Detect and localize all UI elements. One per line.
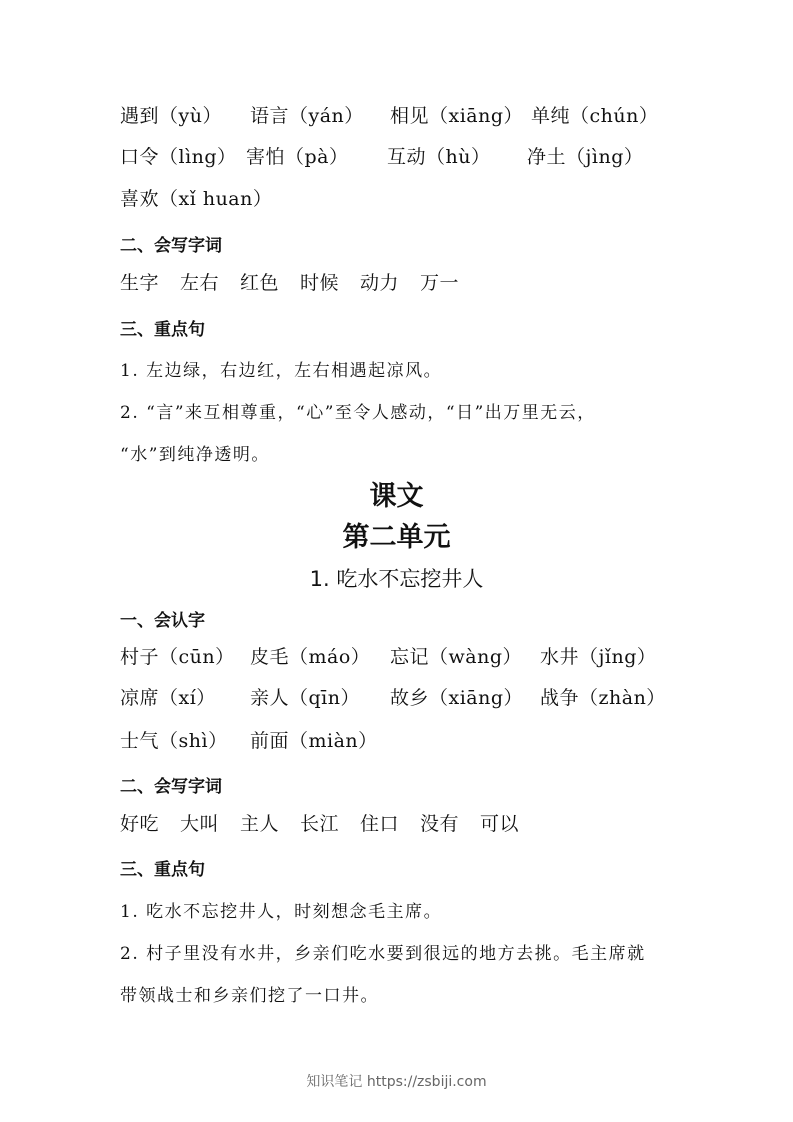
key-sentence: 1. 左边绿，右边红，左右相遇起凉风。	[120, 361, 443, 381]
vocab-item: 相见（xiāng）	[390, 105, 524, 127]
write-word: 可以	[480, 813, 520, 835]
vocab-item: 口令（lìng）	[120, 146, 237, 168]
vocab-item: 皮毛（máo）	[250, 646, 371, 668]
write-word: 没有	[420, 813, 460, 835]
write-word: 主人	[240, 813, 280, 835]
key-sentence: “水”到纯净透明。	[120, 445, 270, 465]
write-word: 长江	[300, 813, 340, 835]
write-word: 万一	[420, 272, 460, 294]
vocab-item: 凉席（xí）	[120, 687, 216, 709]
write-word: 左右	[180, 272, 220, 294]
key-sentence: 1. 吃水不忘挖井人，时刻想念毛主席。	[120, 902, 443, 922]
vocab-item: 单纯（chún）	[531, 105, 659, 127]
vocab-item: 害怕（pà）	[246, 146, 349, 168]
write-word: 住口	[360, 813, 400, 835]
key-sentence: 带领战士和乡亲们挖了一口井。	[120, 986, 379, 1006]
section-heading: 二、会写字词	[120, 236, 222, 256]
section-heading: 二、会写字词	[120, 777, 222, 797]
vocab-item: 互动（hù）	[387, 146, 491, 168]
vocab-item: 忘记（wàng）	[390, 646, 522, 668]
section-heading: 三、重点句	[120, 320, 205, 340]
vocab-item: 亲人（qīn）	[250, 687, 360, 709]
footer-watermark: 知识笔记 https://zsbiji.com	[306, 1074, 487, 1090]
key-sentence: 2. 村子里没有水井，乡亲们吃水要到很远的地方去挑。毛主席就	[120, 944, 646, 964]
vocab-item: 士气（shì）	[120, 730, 228, 752]
vocab-item: 净土（jìng）	[527, 146, 644, 168]
vocab-item: 战争（zhàn）	[540, 687, 666, 709]
vocab-item: 故乡（xiāng）	[390, 687, 524, 709]
write-word: 生字	[120, 272, 160, 294]
section-title: 课文	[369, 481, 424, 512]
vocab-item: 喜欢（xǐ huan）	[120, 188, 273, 210]
write-word: 大叫	[180, 813, 220, 835]
section-heading: 一、会认字	[120, 611, 205, 631]
vocab-item: 前面（miàn）	[250, 730, 378, 752]
write-word: 红色	[240, 272, 280, 294]
vocab-item: 语言（yán）	[250, 105, 364, 127]
vocab-item: 村子（cūn）	[120, 646, 235, 668]
key-sentence: 2. “言”来互相尊重，“心”至令人感动，“日”出万里无云，	[120, 403, 596, 423]
write-word: 动力	[360, 272, 400, 294]
lesson-title: 1. 吃水不忘挖井人	[309, 567, 484, 591]
vocab-item: 水井（jǐng）	[540, 646, 657, 668]
write-word: 好吃	[120, 813, 160, 835]
unit-title: 第二单元	[342, 522, 451, 553]
write-word: 时候	[300, 272, 340, 294]
section-heading: 三、重点句	[120, 860, 205, 880]
vocab-item: 遇到（yù）	[120, 105, 222, 127]
